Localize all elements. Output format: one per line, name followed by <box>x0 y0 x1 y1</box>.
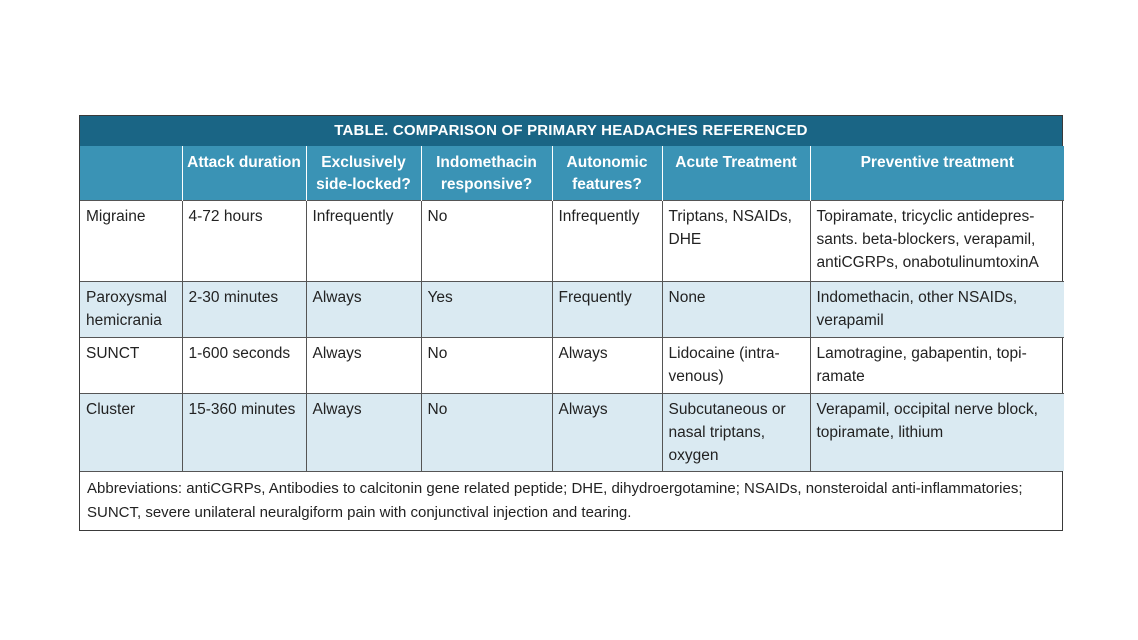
header-acute-treatment: Acute Treatment <box>662 146 810 201</box>
cell-attack-duration: 4-72 hours <box>182 201 306 282</box>
header-indomethacin: Indomethacin responsive? <box>421 146 552 201</box>
table-title: TABLE. COMPARISON OF PRIMARY HEADACHES REFERENCED <box>80 116 1062 146</box>
cell-side-locked: Always <box>306 338 421 394</box>
cell-condition: Migraine <box>80 201 182 282</box>
cell-preventive-treatment: Verapamil, occipital nerve block, topiramate, lithium <box>810 394 1064 472</box>
header-side-locked: Exclusively side-locked? <box>306 146 421 201</box>
table-row <box>80 201 1064 282</box>
cell-attack-duration: 2-30 minutes <box>182 282 306 338</box>
abbreviations-footnote: Abbreviations: antiCGRPs, Antibodies to calcitonin gene related peptide; DHE, dihydroergotamine; NSAIDs, nonsteroidal anti-inflammatories; SUNCT, severe unilateral neuralgiform pain with conjunctival injection and tearing. <box>80 471 1062 530</box>
cell-side-locked: Infrequently <box>306 201 421 282</box>
cell-acute-treatment: Lidocaine (intra-venous) <box>662 338 810 394</box>
cell-autonomic: Always <box>552 394 662 472</box>
header-row <box>80 146 1064 201</box>
header-autonomic: Autonomic features? <box>552 146 662 201</box>
cell-autonomic: Frequently <box>552 282 662 338</box>
table-row <box>80 282 1064 338</box>
cell-preventive-treatment: Lamotragine, gabapentin, topi-ramate <box>810 338 1064 394</box>
cell-indomethacin: No <box>421 201 552 282</box>
cell-attack-duration: 1-600 seconds <box>182 338 306 394</box>
cell-condition: Cluster <box>80 394 182 472</box>
header-attack-duration: Attack duration <box>182 146 306 201</box>
cell-preventive-treatment: Indomethacin, other NSAIDs, verapamil <box>810 282 1064 338</box>
cell-indomethacin: Yes <box>421 282 552 338</box>
cell-side-locked: Always <box>306 282 421 338</box>
cell-condition: Paroxysmal hemicrania <box>80 282 182 338</box>
cell-condition: SUNCT <box>80 338 182 394</box>
table-row <box>80 394 1064 472</box>
cell-attack-duration: 15-360 minutes <box>182 394 306 472</box>
cell-preventive-treatment: Topiramate, tricyclic antidepres-sants. beta-blockers, verapamil, antiCGRPs, onabotulinumtoxinA <box>810 201 1064 282</box>
cell-indomethacin: No <box>421 338 552 394</box>
cell-acute-treatment: Subcutaneous or nasal triptans, oxygen <box>662 394 810 472</box>
cell-acute-treatment: None <box>662 282 810 338</box>
cell-autonomic: Infrequently <box>552 201 662 282</box>
comparison-grid <box>80 146 1064 471</box>
headache-comparison-table <box>79 115 1063 531</box>
cell-side-locked: Always <box>306 394 421 472</box>
cell-acute-treatment: Triptans, NSAIDs, DHE <box>662 201 810 282</box>
table-row <box>80 338 1064 394</box>
header-preventive-treatment: Preventive treatment <box>810 146 1064 201</box>
cell-indomethacin: No <box>421 394 552 472</box>
cell-autonomic: Always <box>552 338 662 394</box>
header-condition <box>80 146 182 201</box>
